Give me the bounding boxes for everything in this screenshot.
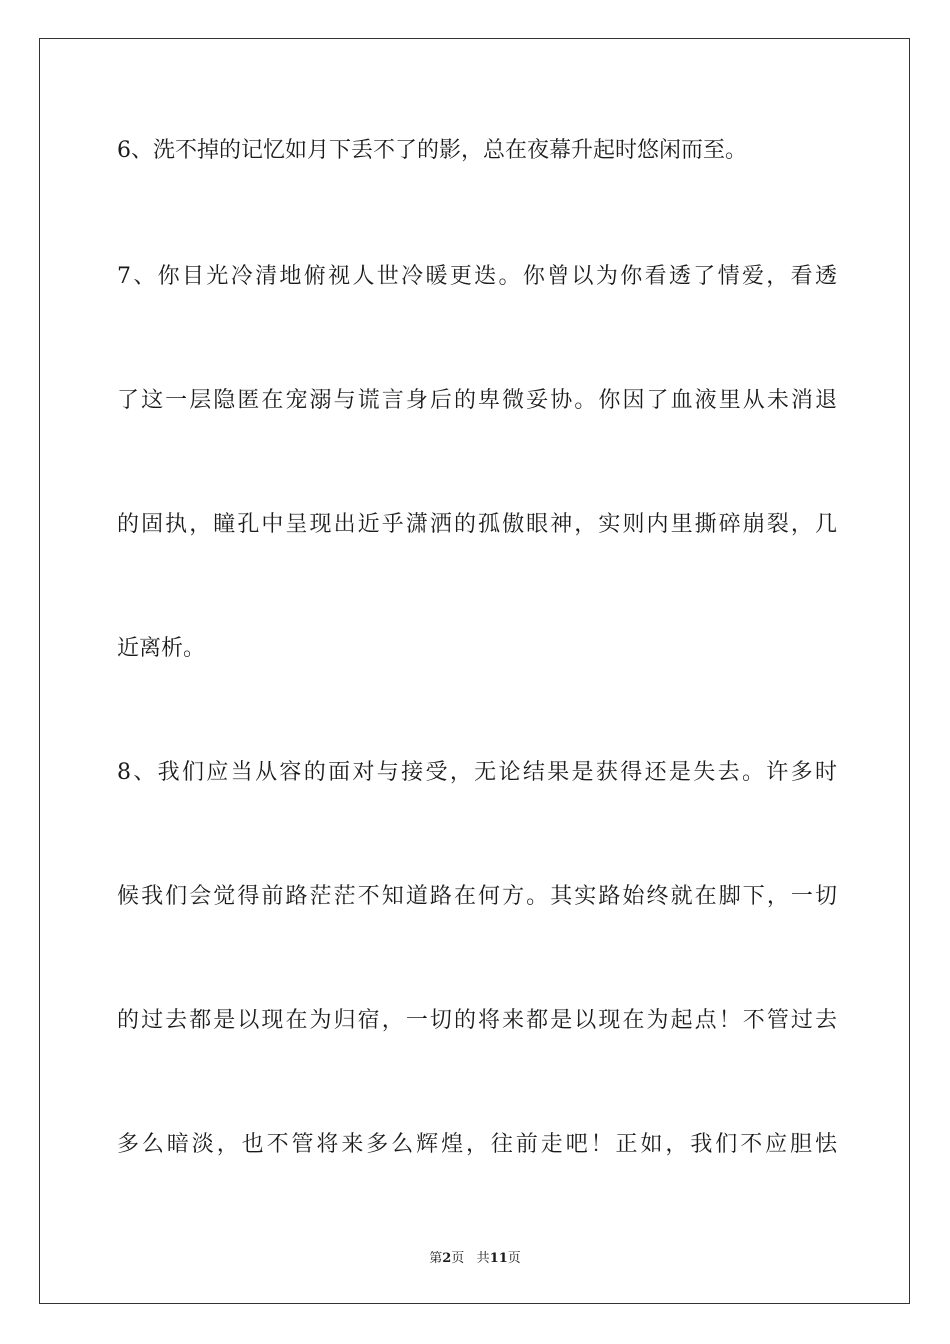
- paragraph-line-8: 的过去都是以现在为归宿，一切的将来都是以现在为起点！不管过去: [117, 1008, 837, 1033]
- total-suffix: 页: [507, 1251, 521, 1266]
- page-number: 2: [442, 1251, 452, 1266]
- paragraph-line-9: 多么暗淡，也不管将来多么辉煌，往前走吧！正如，我们不应胆怯: [117, 1132, 837, 1157]
- page-suffix: 页: [451, 1251, 465, 1266]
- paragraph-line-3: 了这一层隐匿在宠溺与谎言身后的卑微妥协。你因了血液里从未消退: [117, 388, 837, 413]
- paragraph-line-4: 的固执，瞳孔中呈现出近乎潇洒的孤傲眼神，实则内里撕碎崩裂，几: [117, 512, 837, 537]
- total-prefix: 共: [476, 1251, 490, 1266]
- paragraph-line-1: 6、洗不掉的记忆如月下丢不了的影，总在夜幕升起时悠闲而至。: [117, 138, 747, 163]
- page-footer: [0, 1247, 950, 1266]
- paragraph-line-5: 近离析。: [117, 636, 206, 661]
- page-border: [39, 38, 910, 1304]
- paragraph-line-7: 候我们会觉得前路茫茫不知道路在何方。其实路始终就在脚下，一切: [117, 884, 837, 909]
- paragraph-line-2: 7、你目光冷清地俯视人世冷暖更迭。你曾以为你看透了情爱，看透: [117, 264, 837, 289]
- total-pages: 11: [489, 1251, 508, 1266]
- page-prefix: 第: [429, 1251, 443, 1266]
- paragraph-line-6: 8、我们应当从容的面对与接受，无论结果是获得还是失去。许多时: [117, 760, 837, 785]
